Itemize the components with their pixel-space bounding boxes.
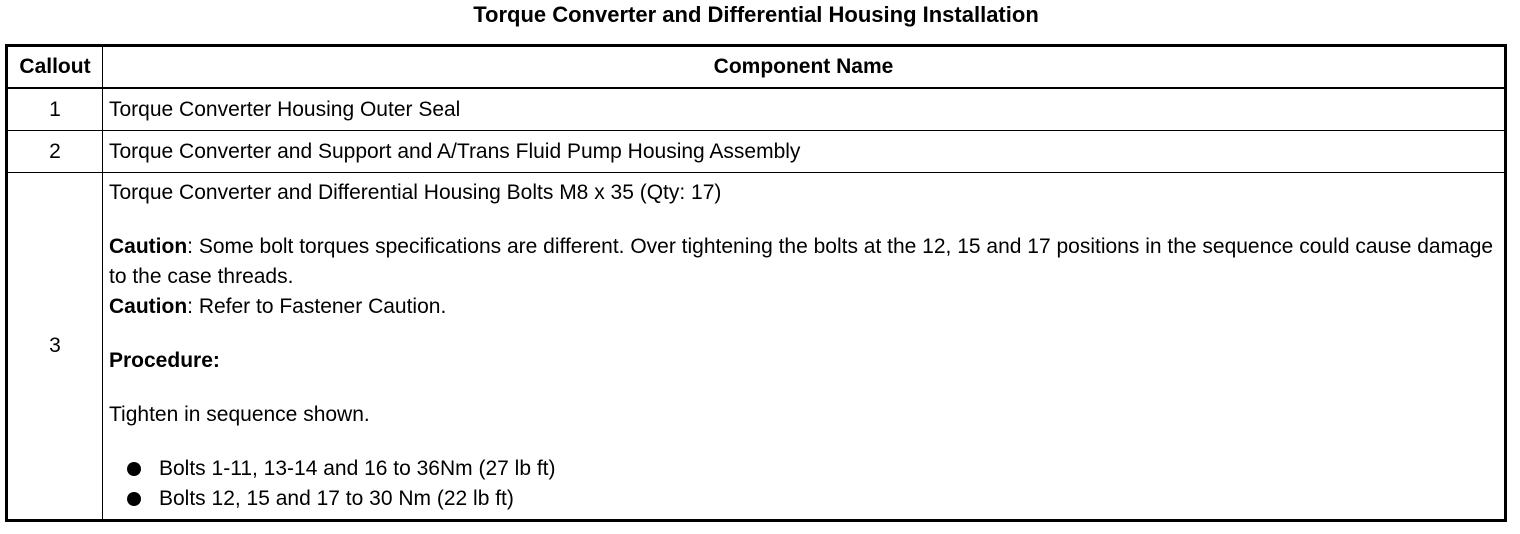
header-callout: Callout bbox=[7, 46, 103, 89]
spacer bbox=[109, 322, 1498, 346]
list-item bbox=[125, 484, 1498, 514]
table-row bbox=[7, 173, 1506, 521]
bullet-icon bbox=[127, 492, 141, 506]
list-item-text: Bolts 12, 15 and 17 to 30 Nm (22 lb ft) bbox=[159, 487, 514, 510]
callout-number: 1 bbox=[7, 88, 103, 131]
component-name: Torque Converter and Support and A/Trans Fluid Pump Housing Assembly bbox=[103, 131, 1506, 173]
spacer bbox=[109, 376, 1498, 400]
callout-number: 2 bbox=[7, 131, 103, 173]
spacer bbox=[109, 430, 1498, 454]
document-title: Torque Converter and Differential Housing Installation bbox=[473, 2, 1039, 27]
component-detail bbox=[103, 173, 1506, 521]
component-name: Torque Converter Housing Outer Seal bbox=[103, 88, 1506, 131]
table-header-row bbox=[7, 46, 1506, 89]
caution-note bbox=[109, 292, 1498, 322]
list-item bbox=[125, 454, 1498, 484]
header-component-name: Component Name bbox=[103, 46, 1506, 89]
torque-list bbox=[109, 454, 1498, 514]
procedure-text: Tighten in sequence shown. bbox=[109, 403, 370, 426]
bullet-icon bbox=[127, 462, 141, 476]
caution-note bbox=[109, 232, 1498, 292]
table-row bbox=[7, 88, 1506, 131]
component-table bbox=[5, 44, 1507, 522]
caution-text: : Refer to Fastener Caution. bbox=[187, 295, 447, 318]
component-name: Torque Converter and Differential Housing Bolts M8 x 35 (Qty: 17) bbox=[109, 181, 722, 204]
callout-number: 3 bbox=[7, 173, 103, 521]
table-row bbox=[7, 131, 1506, 173]
list-item-text: Bolts 1-11, 13-14 and 16 to 36Nm (27 lb ft) bbox=[159, 457, 556, 480]
caution-text: : Some bolt torques specifications are different. Over tightening the bolts at the 12, 15 and 17 positions in the sequence could cause damage to the case threads. bbox=[109, 235, 1494, 288]
procedure-heading: Procedure: bbox=[109, 349, 220, 372]
caution-label: Caution bbox=[109, 235, 188, 258]
caution-label: Caution bbox=[109, 295, 188, 318]
spacer bbox=[109, 208, 1498, 232]
